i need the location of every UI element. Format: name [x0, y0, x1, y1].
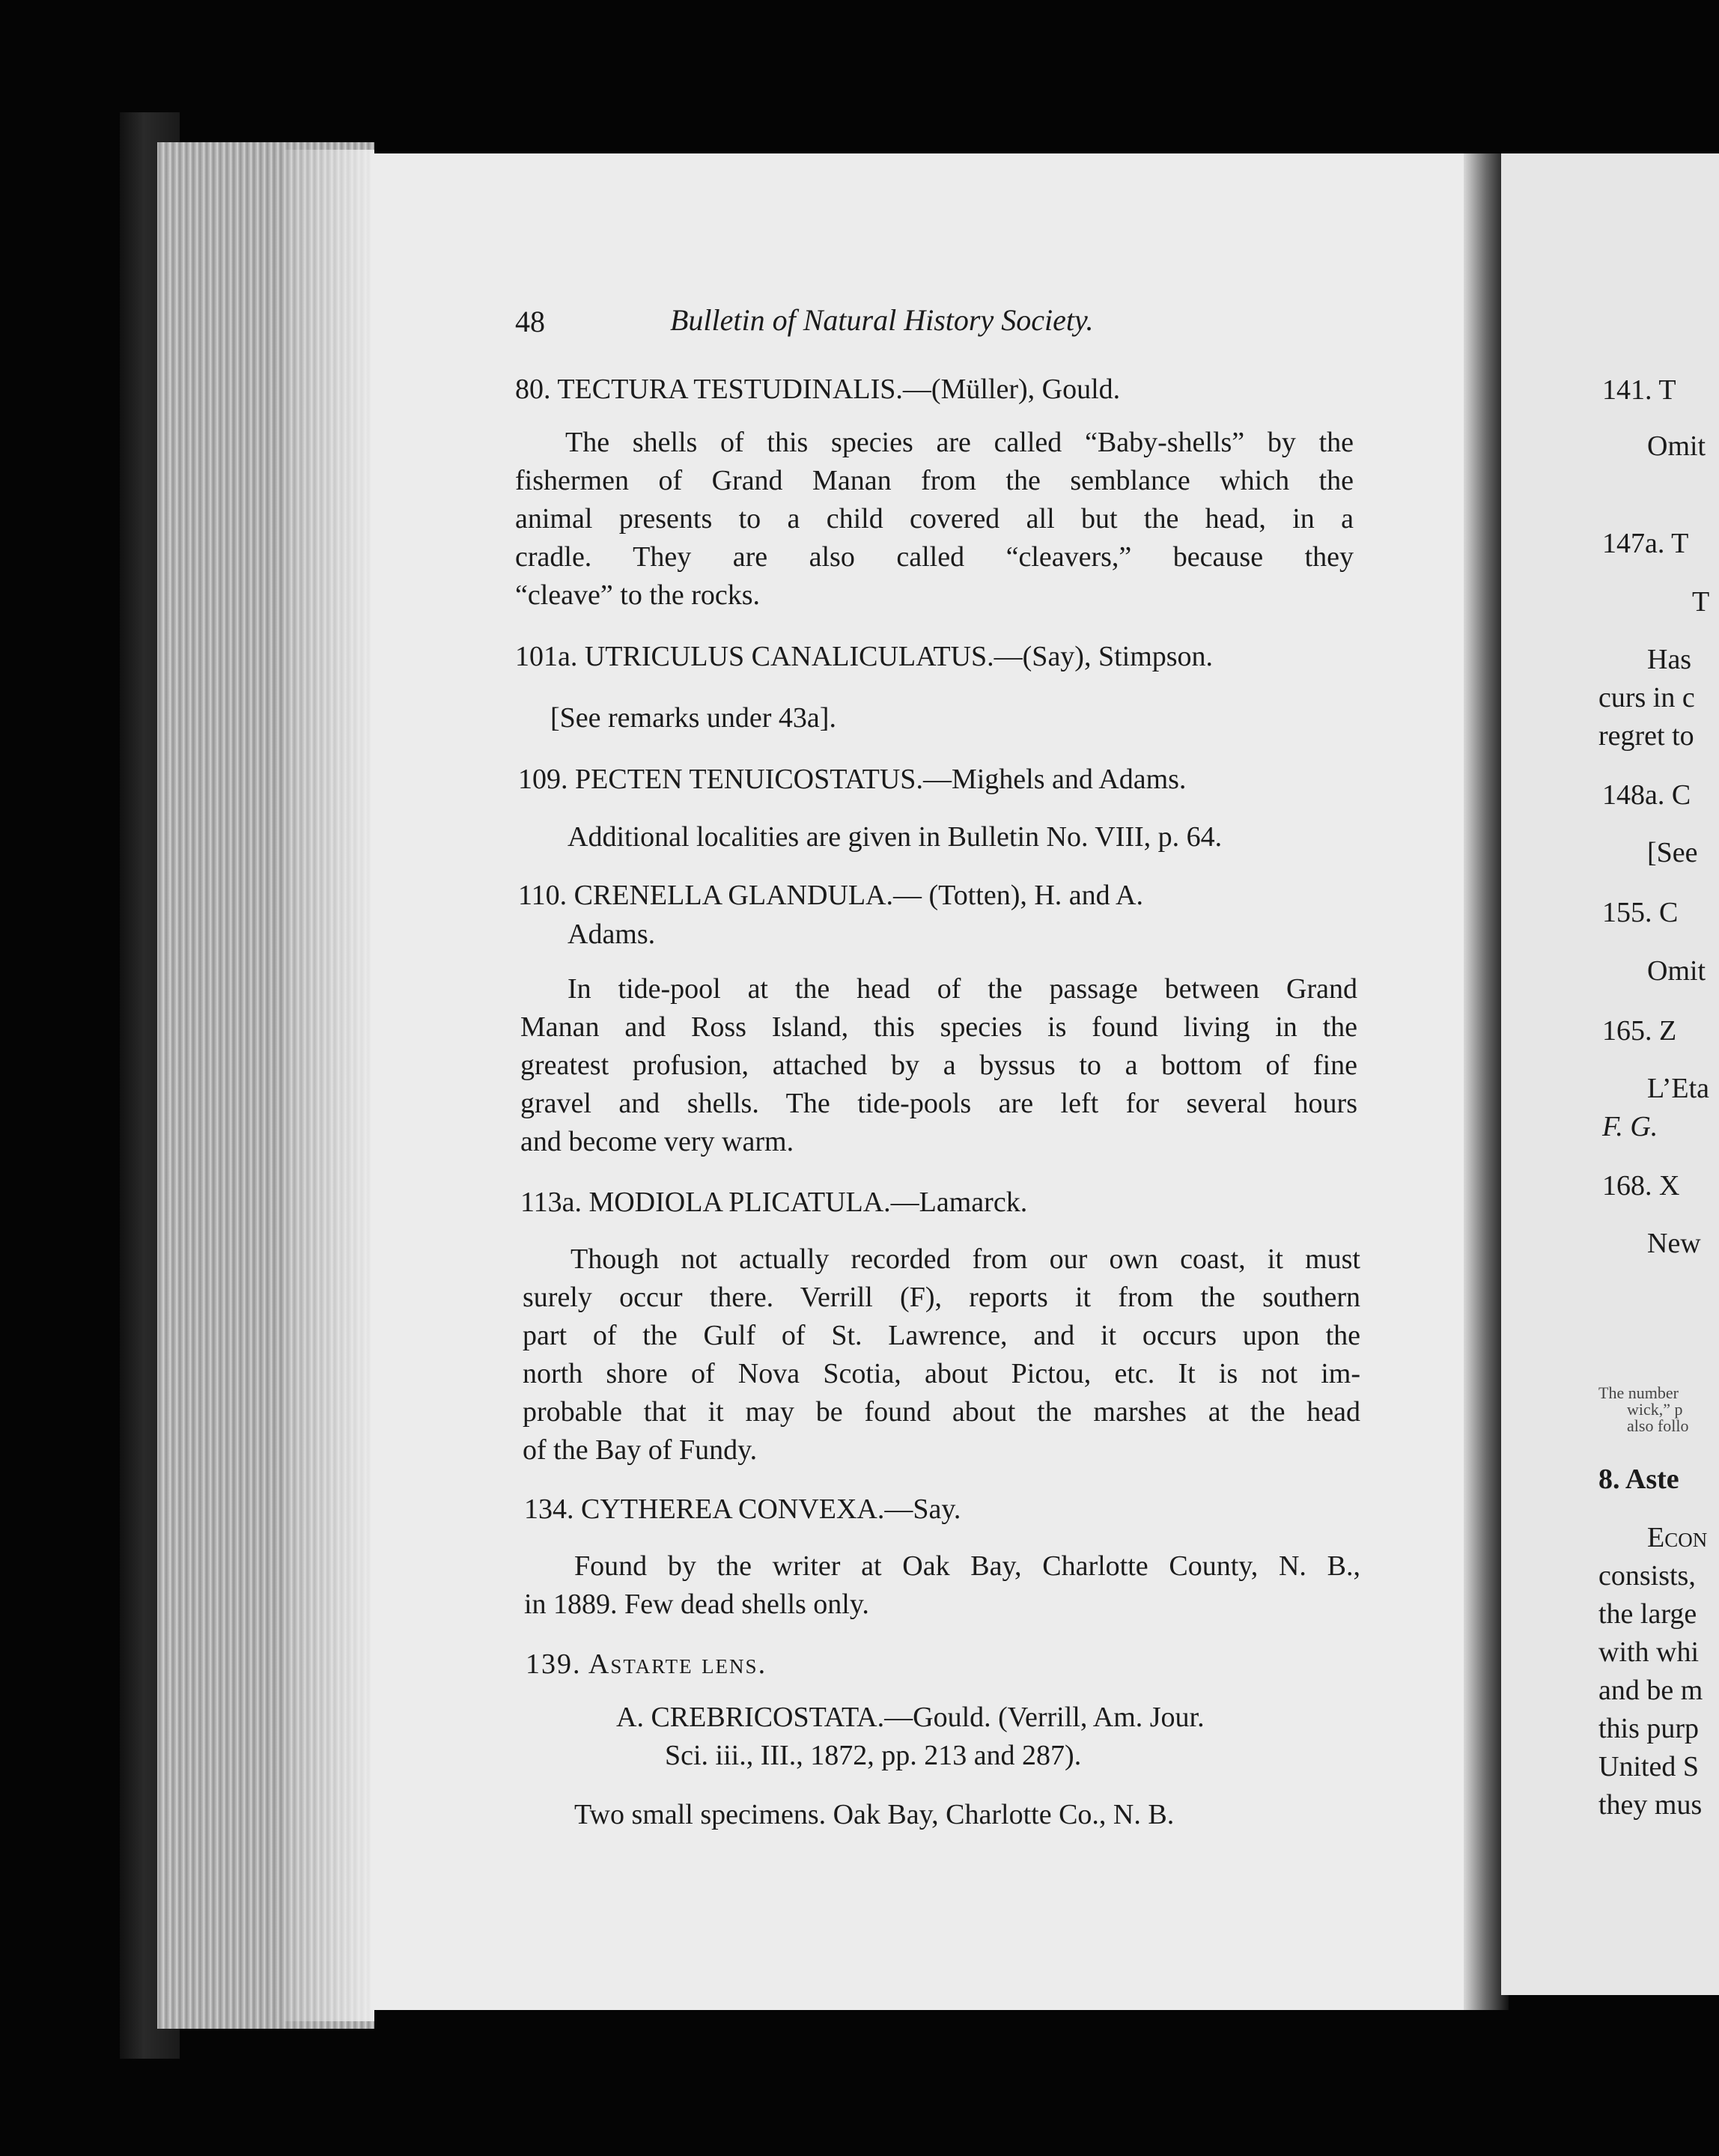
entry-139-line-1: Two small specimens. Oak Bay, Charlotte Co., N. B.: [574, 1799, 1175, 1830]
running-title: Bulletin of Natural History Society.: [670, 303, 1094, 337]
right-line: the large: [1598, 1598, 1697, 1630]
right-footnote-line: wick,” p: [1627, 1400, 1683, 1419]
right-line: New: [1647, 1228, 1701, 1259]
right-line: L’Eta: [1647, 1073, 1710, 1104]
entry-139-sub-heading-cont: Sci. iii., III., 1872, pp. 213 and 287).: [665, 1740, 1082, 1771]
right-line: and be m: [1598, 1675, 1703, 1706]
entry-101a-line-1: [See remarks under 43a].: [550, 702, 836, 734]
right-page-fragment: [1501, 153, 1719, 1995]
page-stack-highlight: [285, 150, 374, 2021]
entry-80-line-3: animal presents to a child covered all but the head, in a: [515, 503, 1354, 535]
right-line: Omit: [1647, 955, 1706, 987]
entry-110-line-2: Manan and Ross Island, this species is found living in the: [520, 1011, 1357, 1043]
entry-139-heading: 139. Astarte lens.: [526, 1648, 767, 1680]
entry-113a-heading: 113a. MODIOLA PLICATULA.—Lamarck.: [520, 1187, 1028, 1218]
right-line: 8. Aste: [1598, 1464, 1679, 1495]
right-line: Has: [1647, 644, 1692, 675]
right-line: with whi: [1598, 1636, 1700, 1668]
right-line: they mus: [1598, 1789, 1703, 1821]
right-line: 148a. C: [1602, 779, 1691, 811]
right-line: consists,: [1598, 1560, 1696, 1592]
entry-134-heading: 134. CYTHEREA CONVEXA.—Say.: [524, 1493, 961, 1525]
entry-113a-line-2: surely occur there. Verrill (F), reports it from the southern: [523, 1282, 1360, 1313]
entry-113a-line-5: probable that it may be found about the marshes at the head: [523, 1396, 1360, 1428]
right-line: 155. C: [1602, 897, 1679, 928]
entry-80-line-4: cradle. They are also called “cleavers,” because they: [515, 541, 1354, 573]
right-line: curs in c: [1598, 682, 1695, 713]
entry-101a-heading: 101a. UTRICULUS CANALICULATUS.—(Say), Stimpson.: [515, 641, 1214, 672]
right-line: F. G.: [1602, 1111, 1658, 1142]
entry-80-line-5: “cleave” to the rocks.: [515, 579, 761, 611]
entry-134-line-2: in 1889. Few dead shells only.: [524, 1589, 869, 1620]
right-line: 168. X: [1602, 1170, 1680, 1202]
entry-110-line-5: and become very warm.: [520, 1126, 794, 1157]
left-page: [371, 153, 1464, 2010]
right-footnote-line: The number: [1598, 1383, 1679, 1402]
entry-110-line-1: In tide-pool at the head of the passage between Grand: [568, 973, 1357, 1005]
entry-110-line-4: gravel and shells. The tide-pools are left for several hours: [520, 1088, 1357, 1119]
right-line: Omit: [1647, 430, 1706, 462]
right-line: regret to: [1598, 720, 1694, 752]
entry-110-line-3: greatest profusion, attached by a byssus to a bottom of fine: [520, 1050, 1357, 1081]
right-line: [See: [1647, 837, 1698, 868]
entry-134-line-1: Found by the writer at Oak Bay, Charlotte County, N. B.,: [574, 1550, 1360, 1582]
right-footnote-line: also follo: [1627, 1416, 1689, 1435]
entry-109-heading: 109. PECTEN TENUICOSTATUS.—Mighels and Adams.: [518, 764, 1187, 795]
right-line: United S: [1598, 1751, 1700, 1782]
entry-139-sub-heading: A. CREBRICOSTATA.—Gould. (Verrill, Am. Jour.: [616, 1702, 1205, 1733]
entry-109-line-1: Additional localities are given in Bulletin No. VIII, p. 64.: [568, 821, 1223, 853]
entry-80-heading: 80. TECTURA TESTUDINALIS.—(Müller), Gould.: [515, 374, 1121, 405]
entry-113a-line-4: north shore of Nova Scotia, about Pictou, etc. It is not im-: [523, 1358, 1360, 1389]
entry-110-heading: 110. CRENELLA GLANDULA.— (Totten), H. and A.: [518, 880, 1143, 911]
right-line: Econ: [1647, 1522, 1708, 1553]
entry-113a-line-6: of the Bay of Fundy.: [523, 1434, 758, 1466]
page-number: 48: [515, 305, 545, 338]
right-line: this purp: [1598, 1713, 1700, 1744]
right-line: T: [1692, 586, 1710, 618]
right-line: 147a. T: [1602, 528, 1689, 559]
right-line: 165. Z: [1602, 1015, 1677, 1047]
entry-113a-line-3: part of the Gulf of St. Lawrence, and it occurs upon the: [523, 1320, 1360, 1351]
entry-110-heading-cont: Adams.: [568, 919, 656, 950]
entry-80-line-2: fishermen of Grand Manan from the semblance which the: [515, 465, 1354, 496]
entry-113a-line-1: Though not actually recorded from our own coast, it must: [571, 1243, 1360, 1275]
right-line: 141. T: [1602, 374, 1676, 406]
entry-80-line-1: The shells of this species are called “Baby-shells” by the: [565, 427, 1354, 458]
